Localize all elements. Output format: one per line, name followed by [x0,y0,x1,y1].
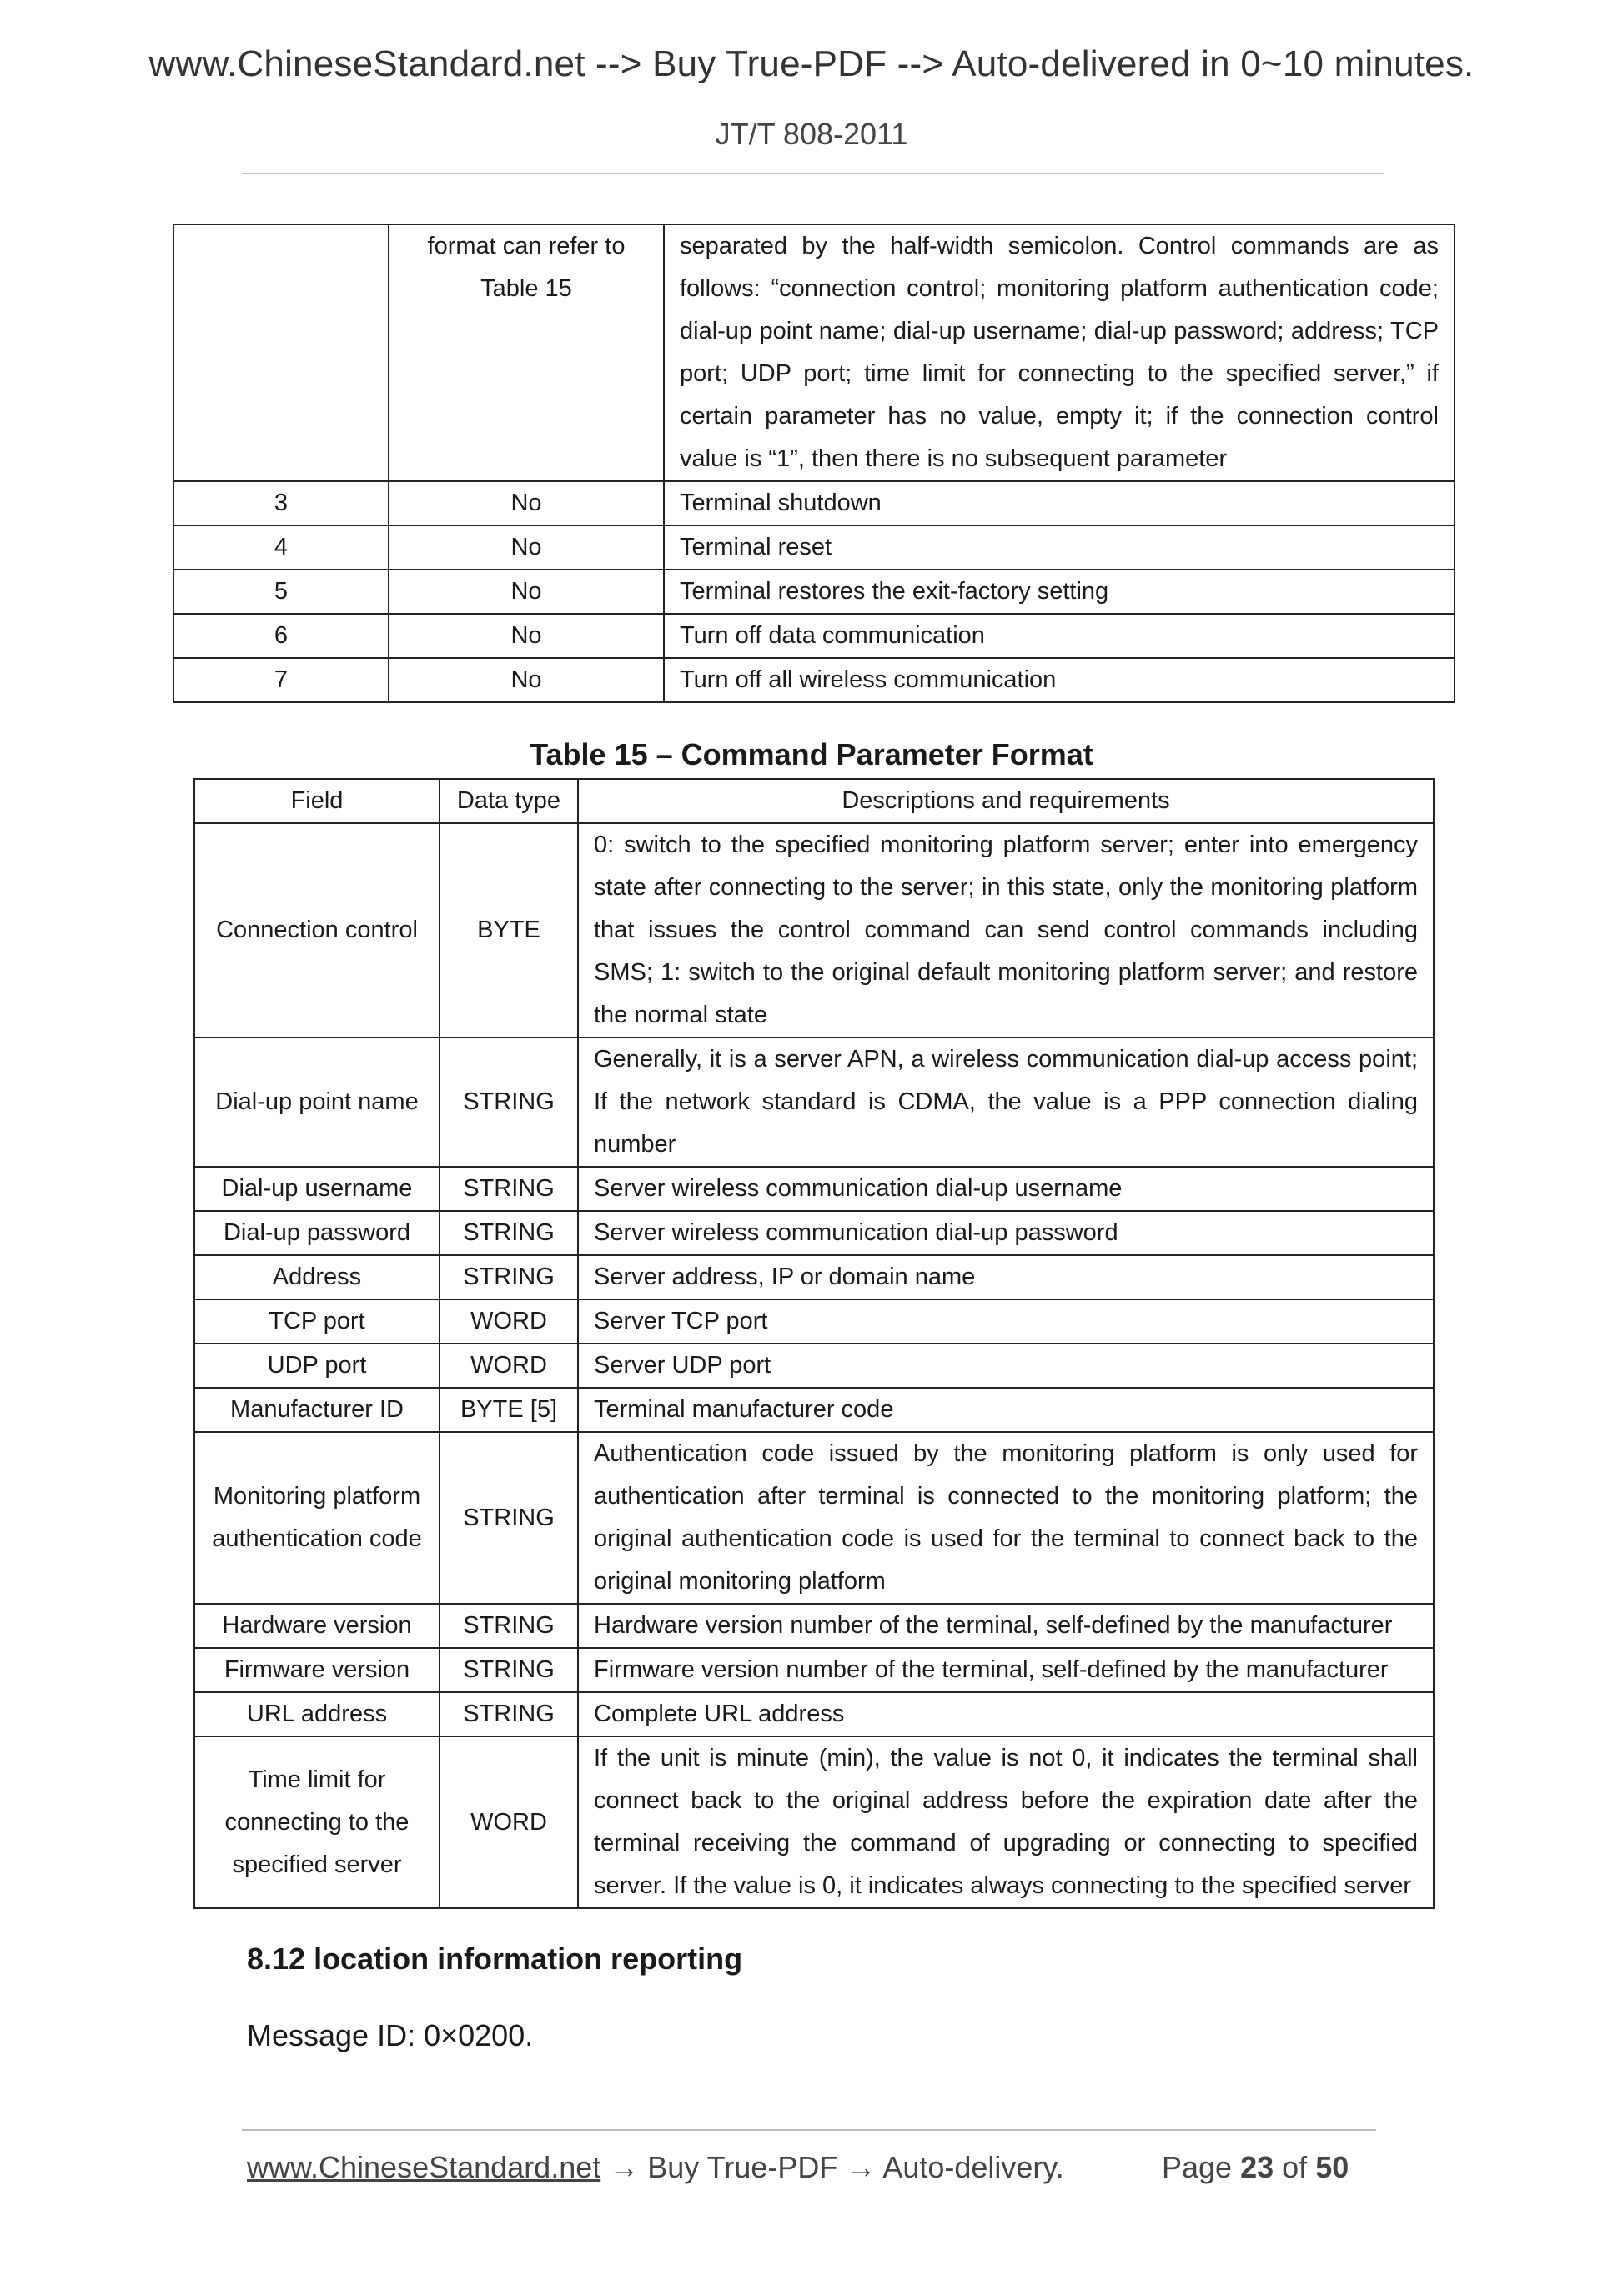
document-id: JT/T 808-2011 [715,117,908,151]
table-cell: 7 [173,658,389,702]
table-row [194,1604,1434,1648]
table-row [173,614,1455,658]
table-cell: BYTE [440,823,578,1037]
table-cell: Hardware version [194,1604,440,1648]
footer-divider [242,2129,1376,2131]
table-cell: Turn off data communication [664,614,1455,658]
table-cell: Monitoring platform authentication code [194,1432,440,1604]
table-cell: STRING [440,1255,578,1299]
table-cell: Turn off all wireless communication [664,658,1455,702]
table-header-row [194,779,1434,823]
table-cell: No [389,658,664,702]
table-cell: No [389,525,664,570]
table-row [194,1167,1434,1211]
footer-link[interactable]: www.ChineseStandard.net [247,2150,601,2184]
table-row [173,224,1455,481]
table-cell: Server TCP port [578,1299,1434,1344]
table-cell: Authentication code issued by the monitoring platform is only used for authentication after terminal is connected to the monitoring platform; the original authentication code is used for the terminal to connect back to the original monitoring platform [578,1432,1434,1604]
table-row [194,823,1434,1037]
footer [247,2150,1064,2185]
table-row [173,481,1455,525]
table-row [194,1388,1434,1432]
table-cell: Terminal manufacturer code [578,1388,1434,1432]
message-id: Message ID: 0×0200. [247,2018,534,2052]
footer-text: → Buy True-PDF → Auto-delivery. [600,2150,1064,2184]
table-cell: BYTE [5] [440,1388,578,1432]
table-cell: Dial-up point name [194,1037,440,1167]
header-divider [242,173,1384,174]
table-cell: 4 [173,525,389,570]
table-row [194,1648,1434,1692]
column-header: Descriptions and requirements [578,779,1434,823]
table-cell: Firmware version [194,1648,440,1692]
table-cell [173,224,389,481]
table-cell: WORD [440,1736,578,1908]
table-cell: If the unit is minute (min), the value is not 0, it indicates the terminal shall connect back to the original address before the expiration date after the terminal receiving the command of upgrading or connecting to specified server. If the value is 0, it indicates always connecting to the specified server [578,1736,1434,1908]
table-cell: Hardware version number of the terminal, self-defined by the manufacturer [578,1604,1434,1648]
table-cell: Terminal shutdown [664,481,1455,525]
table-cell: STRING [440,1432,578,1604]
table-cell: Server UDP port [578,1344,1434,1388]
table-cell: STRING [440,1167,578,1211]
column-header: Data type [440,779,578,823]
table-cell: STRING [440,1037,578,1167]
table-cell: UDP port [194,1344,440,1388]
table-cell: Complete URL address [578,1692,1434,1736]
page-number: 23 [1240,2150,1274,2184]
table-cell: Dial-up password [194,1211,440,1255]
table-cell: Time limit for connecting to the specified server [194,1736,440,1908]
of-label: of [1282,2150,1308,2184]
table-cell: Terminal reset [664,525,1455,570]
table-cell: No [389,614,664,658]
command-parameter-format-table [193,778,1435,1909]
table-row [173,658,1455,702]
table-row [194,1299,1434,1344]
control-command-table-continued [173,224,1455,703]
page-indicator [1162,2150,1349,2185]
table-row [194,1432,1434,1604]
table-cell: No [389,570,664,614]
table-cell: Server wireless communication dial-up username [578,1167,1434,1211]
table-cell: Dial-up username [194,1167,440,1211]
table-cell: Terminal restores the exit-factory setting [664,570,1455,614]
table-row [194,1211,1434,1255]
table-row [173,525,1455,570]
page-label: Page [1162,2150,1233,2184]
table-cell: 3 [173,481,389,525]
table-row [194,1255,1434,1299]
section-heading: 8.12 location information reporting [247,1942,743,1976]
table-cell: WORD [440,1344,578,1388]
top-banner: www.ChineseStandard.net --> Buy True-PDF --> Auto-delivered in 0~10 minutes. [148,43,1475,84]
table-cell: STRING [440,1211,578,1255]
table-cell: Manufacturer ID [194,1388,440,1432]
table-row [194,1037,1434,1167]
table-cell: No [389,481,664,525]
table-cell: 6 [173,614,389,658]
table-cell: Generally, it is a server APN, a wireless communication dial-up access point; If the network standard is CDMA, the value is a PPP connection dialing number [578,1037,1434,1167]
table-cell: URL address [194,1692,440,1736]
page-total: 50 [1315,2150,1349,2184]
table-cell: STRING [440,1692,578,1736]
table-cell: format can refer to Table 15 [389,224,664,481]
table-cell: Connection control [194,823,440,1037]
table-row [194,1692,1434,1736]
table-cell: Address [194,1255,440,1299]
table-row [194,1736,1434,1908]
table-cell: separated by the half-width semicolon. Control commands are as follows: “connection control; monitoring platform authentication code; dial-up point name; dial-up username; dial-up password; address; TCP port; UDP port; time limit for connecting to the specified server,” if certain parameter has no value, empty it; if the connection control value is “1”, then there is no subsequent parameter [664,224,1455,481]
table-title: Table 15 – Command Parameter Format [530,737,1093,771]
table-cell: Server wireless communication dial-up password [578,1211,1434,1255]
table-cell: WORD [440,1299,578,1344]
column-header: Field [194,779,440,823]
table-cell: TCP port [194,1299,440,1344]
table-cell: 0: switch to the specified monitoring platform server; enter into emergency state after connecting to the server; in this state, only the monitoring platform that issues the control command can send control commands including SMS; 1: switch to the original default monitoring platform server; and restore the normal state [578,823,1434,1037]
table-row [194,1344,1434,1388]
table-cell: STRING [440,1604,578,1648]
table-cell: STRING [440,1648,578,1692]
table-row [173,570,1455,614]
table-cell: 5 [173,570,389,614]
table-cell: Server address, IP or domain name [578,1255,1434,1299]
table-cell: Firmware version number of the terminal, self-defined by the manufacturer [578,1648,1434,1692]
